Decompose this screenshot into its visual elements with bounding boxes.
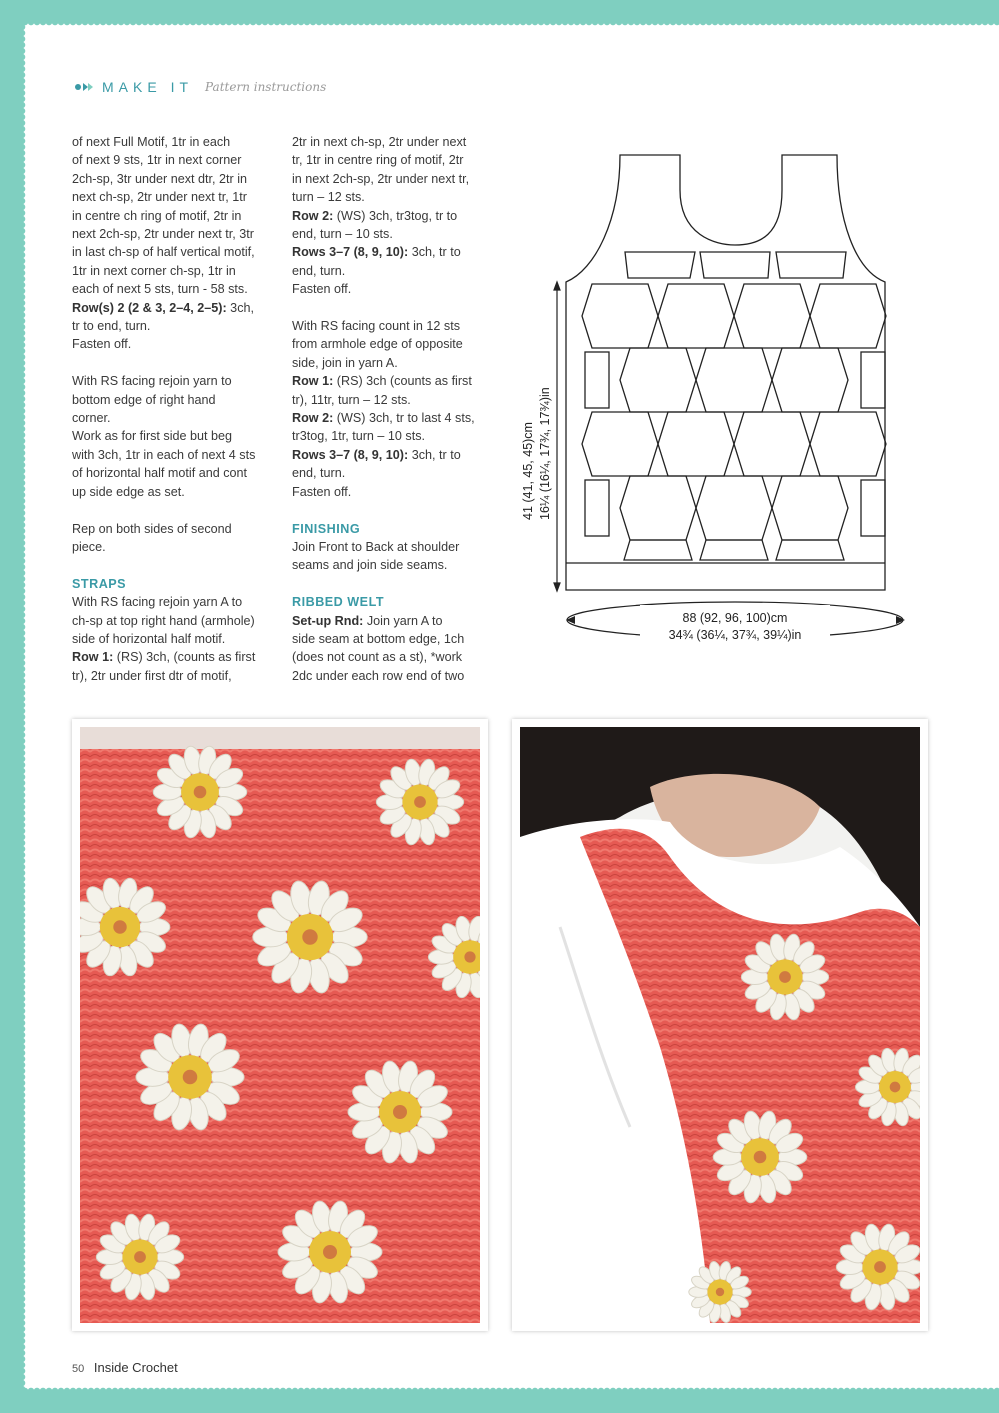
half-motif [585, 352, 609, 408]
row-text: (WS) 3ch, tr to last 4 sts, tr3tog, 1tr, turn – 10 sts. [292, 411, 475, 444]
instruction-row [72, 299, 272, 354]
row-text: 3ch, tr to end, turn. Fasten off. [292, 245, 461, 297]
paragraph-gap [292, 299, 488, 317]
half-motif [700, 540, 768, 560]
instruction-row [292, 446, 488, 501]
row-label: Rows 3–7 (8, 9, 10): [292, 245, 409, 260]
section-heading: STRAPS [72, 576, 127, 591]
paragraph-gap [72, 354, 272, 372]
row-text: 3ch, tr to end, turn. Fasten off. [292, 447, 461, 499]
row-label: Row(s) 2 (2 & 3, 2–4, 2–5): [72, 300, 227, 315]
half-motif [861, 352, 885, 408]
row-label: Row 1: [72, 650, 114, 665]
section-header [74, 79, 326, 95]
row-text: (RS) 3ch, (counts as first tr), 2tr under first dtr of motif, [72, 650, 256, 683]
instruction-paragraph: With RS facing rejoin yarn A to ch-sp at top right hand (armhole) side of horizontal half motif. [72, 595, 255, 646]
page-frame-top [0, 0, 999, 22]
daisy-fabric-image [80, 727, 480, 1323]
section-title: MAKE IT [102, 79, 194, 95]
instruction-row [292, 612, 488, 686]
magazine-name: Inside Crochet [93, 1360, 178, 1375]
garment-schematic [510, 150, 930, 650]
photo-closeup-daisies [72, 719, 488, 1331]
hexagon-motif [734, 284, 810, 348]
hexagon-motif [772, 348, 848, 412]
paragraph-gap [72, 556, 272, 574]
instruction-row [292, 243, 488, 298]
hexagon-motif [696, 476, 772, 540]
text-column-1 [72, 133, 272, 685]
height-cm-label: 41 (41, 45, 45)cm [521, 422, 535, 520]
row-text: (WS) 3ch, tr3tog, tr to end, turn – 10 sts. [292, 208, 458, 242]
row-label: Set-up Rnd: [292, 613, 364, 628]
paragraph-gap [292, 501, 488, 519]
row-text: (RS) 3ch (counts as first tr), 11tr, turn – 12 sts. [292, 374, 472, 407]
hexagon-motif [658, 284, 734, 348]
instruction-row [292, 372, 488, 409]
instruction-paragraph: of next Full Motif, 1tr in each of next 9 sts, 1tr in next corner 2ch-sp, 3tr under next dtr, 2tr in next ch-sp, 2tr under next tr, 1tr in centre ch ring of motif, 2tr in next 2ch-sp, 2tr under next tr, 3tr in last ch-sp of half vertical motif, 1tr in next corner ch-sp, 1tr in each of next 5 sts, turn - 58 sts. [72, 135, 255, 297]
row-label: Rows 3–7 (8, 9, 10): [292, 447, 409, 462]
half-motif [861, 480, 885, 536]
section-subtitle: Pattern instructions [205, 80, 327, 94]
arrow-icon [74, 80, 94, 94]
width-cm-label: 88 (92, 96, 100)cm [682, 611, 788, 625]
hexagon-motif [620, 476, 696, 540]
instruction-row [292, 207, 488, 244]
page-number: 50 [72, 1363, 85, 1375]
paragraph-gap [292, 575, 488, 593]
row-label: Row 2: [292, 208, 334, 223]
instruction-paragraph: Rep on both sides of second piece. [72, 521, 232, 554]
section-heading: RIBBED WELT [292, 595, 385, 610]
section-heading: FINISHING [292, 521, 361, 536]
row-text: Join yarn A to side seam at bottom edge, 1ch (does not count as a st), *work 2dc under each row end of two [292, 613, 465, 683]
hexagon-motif [810, 412, 886, 476]
page-frame-bottom [0, 1391, 999, 1413]
model-image [520, 727, 920, 1323]
half-motif [624, 540, 692, 560]
half-motif [776, 540, 844, 560]
hexagon-motif [620, 348, 696, 412]
hexagon-motif [734, 412, 810, 476]
hexagon-motif [582, 412, 658, 476]
instruction-paragraph: With RS facing rejoin yarn to bottom edge of right hand corner. Work as for first side but beg with 3ch, 1tr in each of next 4 sts of horizontal half motif and cont up side edge as set. [72, 374, 256, 499]
paragraph-gap [72, 501, 272, 519]
garment-outline [566, 155, 885, 590]
instruction-row [72, 648, 272, 685]
page-footer [72, 1360, 178, 1375]
hexagon-motif [582, 284, 658, 348]
instruction-paragraph: With RS facing count in 12 sts from armhole edge of opposite side, join in yarn A. [292, 319, 463, 370]
hexagon-motif [810, 284, 886, 348]
instruction-paragraph: 2tr in next ch-sp, 2tr under next tr, 1tr in centre ring of motif, 2tr in next 2ch-sp, 2tr under next tr, turn – 12 sts. [292, 135, 470, 205]
hexagon-motif [772, 476, 848, 540]
text-column-2 [292, 133, 488, 685]
photo-model-wearing-vest [512, 719, 928, 1331]
row-text: 3ch, tr to end, turn. Fasten off. [72, 300, 254, 352]
hexagon-motif [696, 348, 772, 412]
row-label: Row 1: [292, 374, 334, 389]
hexagon-motif [658, 412, 734, 476]
width-in-label: 34¾ (36¼, 37¾, 39¼)in [668, 628, 802, 642]
instruction-paragraph: Join Front to Back at shoulder seams and join side seams. [292, 539, 460, 573]
page-frame-left [0, 0, 22, 1413]
half-motif [585, 480, 609, 536]
row-label: Row 2: [292, 411, 334, 426]
instruction-row [292, 409, 488, 446]
height-in-label: 16¼ (16¼, 17¾, 17¾)in [538, 387, 552, 520]
